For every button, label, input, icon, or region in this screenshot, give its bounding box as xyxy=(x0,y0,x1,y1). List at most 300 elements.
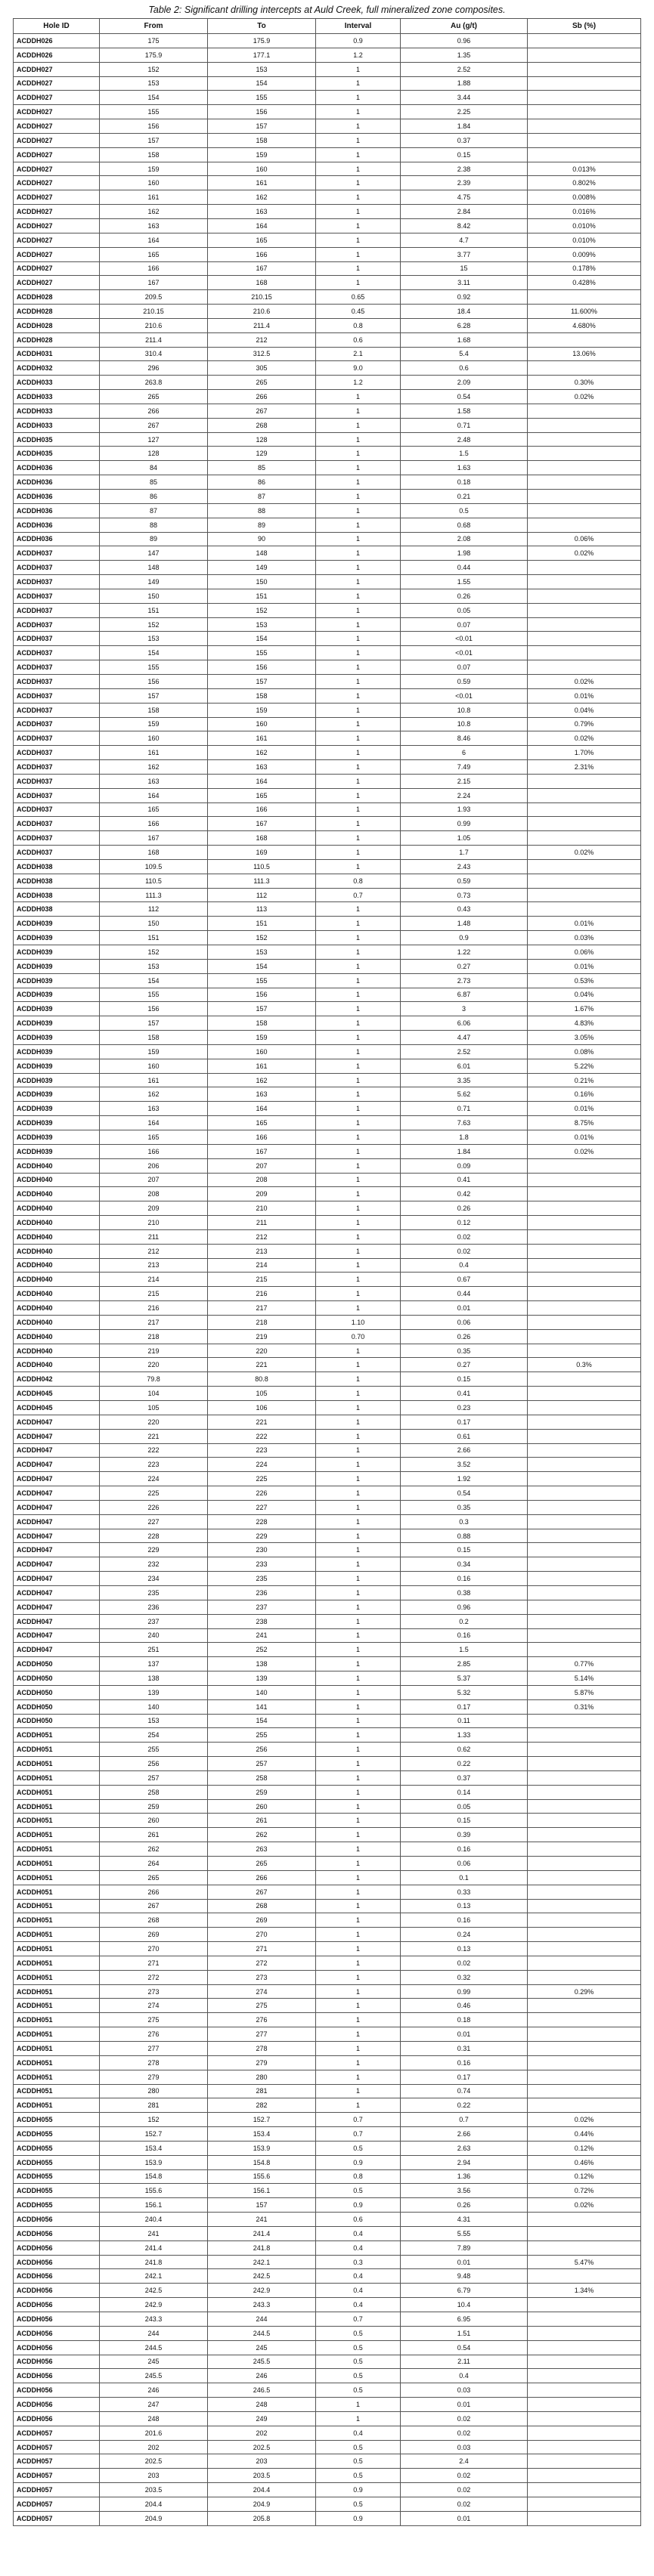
cell-from: 163 xyxy=(100,218,208,233)
cell-au: 2.11 xyxy=(401,2355,528,2369)
cell-interval: 1 xyxy=(316,817,401,831)
cell-hole-id: ACDDH027 xyxy=(14,62,100,76)
cell-hole-id: ACDDH040 xyxy=(14,1344,100,1358)
cell-sb: 0.016% xyxy=(528,205,641,219)
cell-interval: 1 xyxy=(316,1585,401,1600)
cell-sb xyxy=(528,2098,641,2113)
cell-from: 280 xyxy=(100,2084,208,2098)
cell-sb: 5.47% xyxy=(528,2255,641,2269)
cell-from: 267 xyxy=(100,418,208,432)
cell-to: 157 xyxy=(208,1002,316,1016)
cell-from: 86 xyxy=(100,490,208,504)
cell-from: 140 xyxy=(100,1699,208,1714)
cell-hole-id: ACDDH039 xyxy=(14,988,100,1002)
cell-au: 0.67 xyxy=(401,1273,528,1287)
cell-from: 227 xyxy=(100,1514,208,1529)
cell-sb xyxy=(528,2469,641,2483)
cell-au: 1.22 xyxy=(401,945,528,960)
cell-au: 0.7 xyxy=(401,2113,528,2127)
cell-au: 0.4 xyxy=(401,2369,528,2383)
cell-sb: 0.77% xyxy=(528,1657,641,1671)
table-row xyxy=(14,2184,641,2198)
table-row xyxy=(14,1329,641,1344)
cell-from: 162 xyxy=(100,760,208,775)
cell-to: 269 xyxy=(208,1913,316,1928)
cell-au: 0.99 xyxy=(401,1984,528,1999)
cell-from: 219 xyxy=(100,1344,208,1358)
cell-au: 0.17 xyxy=(401,2070,528,2084)
cell-sb xyxy=(528,1714,641,1728)
cell-hole-id: ACDDH047 xyxy=(14,1472,100,1486)
cell-interval: 1 xyxy=(316,945,401,960)
cell-interval: 0.3 xyxy=(316,2255,401,2269)
cell-au: 0.92 xyxy=(401,290,528,305)
cell-au: 0.06 xyxy=(401,1315,528,1329)
cell-au: 3.77 xyxy=(401,247,528,261)
cell-sb xyxy=(528,2369,641,2383)
cell-from: 152 xyxy=(100,617,208,632)
cell-to: 155.6 xyxy=(208,2169,316,2184)
cell-from: 258 xyxy=(100,1785,208,1799)
cell-to: 267 xyxy=(208,1885,316,1899)
cell-to: 111.3 xyxy=(208,874,316,888)
cell-au: 0.23 xyxy=(401,1401,528,1415)
table-row xyxy=(14,1344,641,1358)
cell-interval: 1 xyxy=(316,1387,401,1401)
cell-sb: 0.01% xyxy=(528,1102,641,1116)
cell-hole-id: ACDDH056 xyxy=(14,2298,100,2312)
cell-to: 225 xyxy=(208,1472,316,1486)
cell-sb: 0.16% xyxy=(528,1087,641,1102)
cell-sb xyxy=(528,1814,641,1828)
cell-interval: 1 xyxy=(316,404,401,418)
cell-hole-id: ACDDH056 xyxy=(14,2369,100,2383)
cell-to: 276 xyxy=(208,2013,316,2027)
cell-from: 204.4 xyxy=(100,2497,208,2511)
cell-interval: 1 xyxy=(316,518,401,532)
cell-hole-id: ACDDH037 xyxy=(14,632,100,646)
cell-au: 7.49 xyxy=(401,760,528,775)
cell-to: 272 xyxy=(208,1956,316,1970)
cell-interval: 1 xyxy=(316,205,401,219)
table-row xyxy=(14,461,641,475)
table-row xyxy=(14,703,641,717)
cell-hole-id: ACDDH042 xyxy=(14,1372,100,1387)
cell-to: 243.3 xyxy=(208,2298,316,2312)
cell-hole-id: ACDDH027 xyxy=(14,147,100,162)
table-row xyxy=(14,133,641,147)
cell-interval: 1 xyxy=(316,1557,401,1572)
cell-hole-id: ACDDH051 xyxy=(14,1842,100,1857)
cell-au: 2.24 xyxy=(401,788,528,802)
cell-au: <0.01 xyxy=(401,632,528,646)
cell-hole-id: ACDDH040 xyxy=(14,1315,100,1329)
cell-sb: 0.04% xyxy=(528,703,641,717)
cell-interval: 1 xyxy=(316,1344,401,1358)
cell-sb: 5.87% xyxy=(528,1685,641,1699)
table-row xyxy=(14,2098,641,2113)
cell-hole-id: ACDDH047 xyxy=(14,1628,100,1643)
cell-hole-id: ACDDH040 xyxy=(14,1273,100,1287)
table-row xyxy=(14,546,641,561)
cell-au: 15 xyxy=(401,261,528,276)
cell-interval: 1 xyxy=(316,1885,401,1899)
table-row xyxy=(14,1016,641,1031)
cell-hole-id: ACDDH047 xyxy=(14,1458,100,1472)
cell-interval: 1 xyxy=(316,2084,401,2098)
cell-sb xyxy=(528,561,641,575)
cell-interval: 1 xyxy=(316,917,401,931)
table-body xyxy=(14,34,641,2526)
table-row xyxy=(14,1885,641,1899)
cell-interval: 0.7 xyxy=(316,888,401,902)
table-row xyxy=(14,2355,641,2369)
cell-au: 2.66 xyxy=(401,2127,528,2142)
cell-au: 0.2 xyxy=(401,1614,528,1628)
table-row xyxy=(14,988,641,1002)
cell-au: 1.84 xyxy=(401,119,528,134)
cell-hole-id: ACDDH036 xyxy=(14,490,100,504)
cell-sb: 0.02% xyxy=(528,846,641,860)
cell-to: 282 xyxy=(208,2098,316,2113)
cell-hole-id: ACDDH037 xyxy=(14,561,100,575)
table-row xyxy=(14,2326,641,2340)
cell-to: 159 xyxy=(208,703,316,717)
cell-au: 3 xyxy=(401,1002,528,1016)
cell-sb xyxy=(528,475,641,490)
table-row xyxy=(14,1870,641,1885)
cell-to: 169 xyxy=(208,846,316,860)
cell-from: 229 xyxy=(100,1543,208,1557)
cell-sb xyxy=(528,34,641,48)
cell-sb xyxy=(528,2013,641,2027)
cell-hole-id: ACDDH037 xyxy=(14,831,100,846)
cell-from: 268 xyxy=(100,1913,208,1928)
cell-sb xyxy=(528,1173,641,1187)
cell-au: 0.15 xyxy=(401,1372,528,1387)
cell-au: 3.11 xyxy=(401,276,528,290)
cell-sb: 0.21% xyxy=(528,1073,641,1087)
cell-hole-id: ACDDH051 xyxy=(14,2041,100,2055)
cell-sb: 0.802% xyxy=(528,176,641,190)
cell-from: 148 xyxy=(100,561,208,575)
table-row xyxy=(14,247,641,261)
table-row xyxy=(14,1928,641,1942)
cell-to: 161 xyxy=(208,731,316,746)
cell-au: 1.93 xyxy=(401,802,528,817)
cell-interval: 1 xyxy=(316,988,401,1002)
table-row xyxy=(14,2284,641,2298)
cell-interval: 1 xyxy=(316,589,401,603)
cell-from: 225 xyxy=(100,1486,208,1501)
cell-to: 268 xyxy=(208,1899,316,1913)
cell-to: 160 xyxy=(208,162,316,176)
cell-from: 242.9 xyxy=(100,2298,208,2312)
cell-hole-id: ACDDH033 xyxy=(14,390,100,404)
cell-hole-id: ACDDH039 xyxy=(14,1059,100,1073)
cell-to: 221 xyxy=(208,1358,316,1372)
cell-au: 0.22 xyxy=(401,1757,528,1771)
cell-interval: 1.2 xyxy=(316,48,401,62)
cell-au: 0.02 xyxy=(401,2426,528,2440)
cell-from: 158 xyxy=(100,703,208,717)
cell-hole-id: ACDDH027 xyxy=(14,247,100,261)
table-row xyxy=(14,561,641,575)
table-row xyxy=(14,688,641,703)
cell-hole-id: ACDDH050 xyxy=(14,1671,100,1686)
cell-to: 228 xyxy=(208,1514,316,1529)
cell-to: 221 xyxy=(208,1415,316,1429)
cell-sb: 0.02% xyxy=(528,546,641,561)
cell-interval: 0.5 xyxy=(316,2383,401,2398)
cell-sb: 0.46% xyxy=(528,2155,641,2169)
cell-hole-id: ACDDH036 xyxy=(14,532,100,546)
cell-hole-id: ACDDH051 xyxy=(14,1928,100,1942)
cell-sb xyxy=(528,1229,641,1244)
cell-from: 156 xyxy=(100,1002,208,1016)
cell-to: 218 xyxy=(208,1315,316,1329)
cell-hole-id: ACDDH026 xyxy=(14,34,100,48)
cell-au: 1.84 xyxy=(401,1144,528,1158)
cell-hole-id: ACDDH040 xyxy=(14,1258,100,1273)
cell-interval: 0.5 xyxy=(316,2184,401,2198)
cell-au: 6.06 xyxy=(401,1016,528,1031)
cell-to: 160 xyxy=(208,717,316,731)
cell-to: 249 xyxy=(208,2411,316,2426)
cell-hole-id: ACDDH051 xyxy=(14,1942,100,1956)
cell-interval: 1 xyxy=(316,133,401,147)
table-row xyxy=(14,2155,641,2169)
cell-hole-id: ACDDH039 xyxy=(14,1144,100,1158)
cell-to: 265 xyxy=(208,1857,316,1871)
table-row xyxy=(14,276,641,290)
cell-au: 2.48 xyxy=(401,432,528,447)
header-to: To xyxy=(208,19,316,34)
cell-hole-id: ACDDH040 xyxy=(14,1329,100,1344)
cell-to: 252 xyxy=(208,1643,316,1657)
cell-interval: 1 xyxy=(316,660,401,675)
cell-sb xyxy=(528,1401,641,1415)
cell-sb: 0.02% xyxy=(528,2198,641,2213)
cell-sb: 0.01% xyxy=(528,917,641,931)
cell-to: 158 xyxy=(208,688,316,703)
cell-hole-id: ACDDH027 xyxy=(14,105,100,119)
cell-interval: 0.4 xyxy=(316,2269,401,2284)
cell-au: 0.31 xyxy=(401,2041,528,2055)
cell-interval: 0.4 xyxy=(316,2426,401,2440)
cell-hole-id: ACDDH027 xyxy=(14,76,100,91)
cell-sb xyxy=(528,119,641,134)
cell-sb xyxy=(528,1899,641,1913)
cell-sb xyxy=(528,1315,641,1329)
cell-sb: 0.428% xyxy=(528,276,641,290)
cell-sb: 3.05% xyxy=(528,1031,641,1045)
cell-hole-id: ACDDH037 xyxy=(14,760,100,775)
cell-to: 214 xyxy=(208,1258,316,1273)
cell-to: 163 xyxy=(208,205,316,219)
cell-from: 128 xyxy=(100,447,208,461)
cell-from: 201.6 xyxy=(100,2426,208,2440)
cell-to: 273 xyxy=(208,1970,316,1984)
cell-sb xyxy=(528,1472,641,1486)
cell-from: 244 xyxy=(100,2326,208,2340)
cell-from: 246 xyxy=(100,2383,208,2398)
cell-hole-id: ACDDH050 xyxy=(14,1657,100,1671)
cell-sb: 5.14% xyxy=(528,1671,641,1686)
cell-interval: 0.6 xyxy=(316,2213,401,2227)
cell-interval: 1 xyxy=(316,1770,401,1785)
cell-sb xyxy=(528,1643,641,1657)
cell-hole-id: ACDDH051 xyxy=(14,2098,100,2113)
cell-au: 1.92 xyxy=(401,1472,528,1486)
cell-from: 226 xyxy=(100,1500,208,1514)
cell-hole-id: ACDDH051 xyxy=(14,2084,100,2098)
cell-interval: 0.9 xyxy=(316,2155,401,2169)
cell-au: 0.96 xyxy=(401,34,528,48)
cell-au: 1.98 xyxy=(401,546,528,561)
cell-to: 226 xyxy=(208,1486,316,1501)
cell-au: 2.84 xyxy=(401,205,528,219)
cell-to: 217 xyxy=(208,1301,316,1316)
cell-to: 164 xyxy=(208,218,316,233)
cell-sb xyxy=(528,603,641,617)
cell-hole-id: ACDDH040 xyxy=(14,1244,100,1258)
cell-au: 0.26 xyxy=(401,1201,528,1216)
cell-au: 0.44 xyxy=(401,561,528,575)
cell-au: 1.88 xyxy=(401,76,528,91)
cell-sb xyxy=(528,147,641,162)
cell-to: 153 xyxy=(208,62,316,76)
cell-to: 305 xyxy=(208,361,316,376)
cell-hole-id: ACDDH040 xyxy=(14,1201,100,1216)
table-row xyxy=(14,2454,641,2469)
cell-hole-id: ACDDH056 xyxy=(14,2383,100,2398)
table-row xyxy=(14,48,641,62)
cell-to: 86 xyxy=(208,475,316,490)
cell-interval: 1 xyxy=(316,176,401,190)
cell-to: 105 xyxy=(208,1387,316,1401)
cell-sb: 0.29% xyxy=(528,1984,641,1999)
cell-interval: 1 xyxy=(316,147,401,162)
cell-to: 87 xyxy=(208,490,316,504)
cell-from: 157 xyxy=(100,688,208,703)
cell-sb xyxy=(528,2426,641,2440)
cell-from: 152.7 xyxy=(100,2127,208,2142)
cell-hole-id: ACDDH051 xyxy=(14,1857,100,1871)
cell-to: 246 xyxy=(208,2369,316,2383)
table-row xyxy=(14,1059,641,1073)
cell-to: 263 xyxy=(208,1842,316,1857)
cell-to: 211 xyxy=(208,1216,316,1230)
cell-sb: 0.01% xyxy=(528,959,641,973)
cell-to: 151 xyxy=(208,589,316,603)
table-row xyxy=(14,1857,641,1871)
table-row xyxy=(14,2383,641,2398)
cell-from: 279 xyxy=(100,2070,208,2084)
cell-hole-id: ACDDH031 xyxy=(14,347,100,361)
cell-hole-id: ACDDH037 xyxy=(14,774,100,788)
cell-hole-id: ACDDH051 xyxy=(14,2055,100,2070)
table-row xyxy=(14,2497,641,2511)
cell-interval: 0.70 xyxy=(316,1329,401,1344)
cell-interval: 1 xyxy=(316,1870,401,1885)
cell-hole-id: ACDDH057 xyxy=(14,2454,100,2469)
table-row xyxy=(14,2055,641,2070)
table-row xyxy=(14,318,641,332)
cell-au: 0.09 xyxy=(401,1158,528,1173)
cell-au: 0.33 xyxy=(401,1885,528,1899)
cell-interval: 0.8 xyxy=(316,2169,401,2184)
cell-hole-id: ACDDH055 xyxy=(14,2155,100,2169)
cell-sb xyxy=(528,1614,641,1628)
cell-au: 0.21 xyxy=(401,490,528,504)
cell-au: 0.16 xyxy=(401,2055,528,2070)
cell-from: 159 xyxy=(100,717,208,731)
cell-from: 209 xyxy=(100,1201,208,1216)
cell-from: 263.8 xyxy=(100,376,208,390)
cell-from: 214 xyxy=(100,1273,208,1287)
cell-au: 2.63 xyxy=(401,2141,528,2155)
cell-from: 211.4 xyxy=(100,332,208,347)
cell-interval: 1 xyxy=(316,674,401,688)
cell-interval: 1 xyxy=(316,1301,401,1316)
table-row xyxy=(14,1144,641,1158)
cell-sb: 8.75% xyxy=(528,1116,641,1130)
cell-from: 165 xyxy=(100,1130,208,1144)
cell-sb xyxy=(528,503,641,518)
cell-to: 152 xyxy=(208,603,316,617)
cell-interval: 1 xyxy=(316,1486,401,1501)
cell-interval: 1 xyxy=(316,902,401,917)
cell-au: 0.3 xyxy=(401,1514,528,1529)
cell-interval: 1 xyxy=(316,1187,401,1201)
cell-interval: 1 xyxy=(316,1044,401,1059)
cell-from: 260 xyxy=(100,1814,208,1828)
cell-hole-id: ACDDH037 xyxy=(14,575,100,589)
cell-hole-id: ACDDH051 xyxy=(14,2070,100,2084)
cell-from: 156 xyxy=(100,119,208,134)
table-row xyxy=(14,1429,641,1443)
cell-au: 6.87 xyxy=(401,988,528,1002)
table-row xyxy=(14,1529,641,1543)
cell-sb: 0.178% xyxy=(528,261,641,276)
cell-hole-id: ACDDH057 xyxy=(14,2483,100,2497)
cell-interval: 1 xyxy=(316,119,401,134)
cell-hole-id: ACDDH050 xyxy=(14,1685,100,1699)
table-row xyxy=(14,1158,641,1173)
cell-from: 163 xyxy=(100,774,208,788)
cell-interval: 1 xyxy=(316,1999,401,2013)
cell-interval: 1 xyxy=(316,703,401,717)
cell-interval: 1 xyxy=(316,1799,401,1814)
table-row xyxy=(14,1358,641,1372)
cell-from: 79.8 xyxy=(100,1372,208,1387)
cell-au: 5.37 xyxy=(401,1671,528,1686)
table-row xyxy=(14,2027,641,2042)
cell-interval: 1 xyxy=(316,1130,401,1144)
table-row xyxy=(14,2511,641,2525)
cell-sb xyxy=(528,432,641,447)
cell-to: 238 xyxy=(208,1614,316,1628)
cell-to: 128 xyxy=(208,432,316,447)
table-row xyxy=(14,1044,641,1059)
table-row xyxy=(14,532,641,546)
cell-to: 241.4 xyxy=(208,2226,316,2240)
table-row xyxy=(14,1970,641,1984)
cell-from: 84 xyxy=(100,461,208,475)
table-row xyxy=(14,390,641,404)
cell-hole-id: ACDDH033 xyxy=(14,376,100,390)
